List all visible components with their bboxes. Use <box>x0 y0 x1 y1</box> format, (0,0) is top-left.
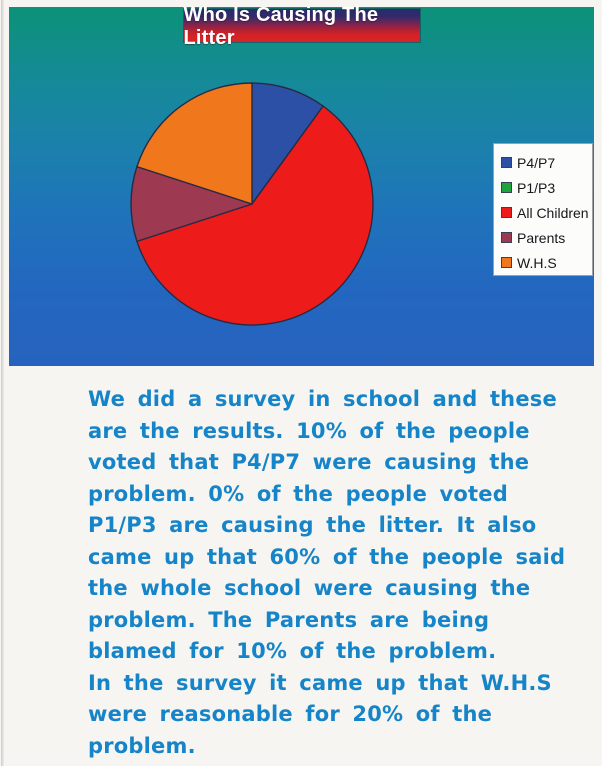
legend-swatch-whs-icon <box>501 257 512 268</box>
survey-paragraph <box>88 384 566 762</box>
body-text-line: P1/P3 are causing the litter. It also <box>88 513 537 537</box>
body-text-line: came up that 60% of the people said <box>88 544 566 569</box>
body-text-line: We did a survey in school and these <box>88 387 557 411</box>
legend-label-p1p3: P1/P3 <box>517 179 556 196</box>
body-text-line: problem. 0% of the people voted <box>88 481 508 506</box>
legend-row-parents <box>501 225 592 250</box>
legend-swatch-p4p7-icon <box>501 157 512 168</box>
chart-panel <box>9 4 594 366</box>
chart-legend <box>493 143 593 276</box>
legend-row-whs <box>501 250 592 275</box>
legend-label-whs: W.H.S <box>517 254 557 271</box>
body-text-line: blamed for 10% of the problem. <box>88 639 497 663</box>
legend-label-all-children: All Children <box>517 204 589 221</box>
chart-title-banner <box>183 4 420 49</box>
chart-title: Who Is Causing The Litter <box>183 4 379 49</box>
scan-edge-shadow <box>1 0 4 766</box>
legend-label-p4p7: P4/P7 <box>517 154 556 171</box>
body-text-line: the whole school were causing the <box>88 576 531 600</box>
body-text-line: are the results. 10% of the people <box>88 418 530 443</box>
body-text-line: were reasonable for 20% of the <box>88 702 493 726</box>
legend-swatch-parents-icon <box>501 232 512 243</box>
body-text-line: problem. <box>88 733 196 758</box>
body-text-line: voted that P4/P7 were causing the <box>88 450 530 474</box>
body-text-line: In the survey it came up that W.H.S <box>88 670 552 695</box>
body-text-line: problem. The Parents are being <box>88 607 490 632</box>
legend-label-parents: Parents <box>517 229 566 246</box>
legend-row-p4p7 <box>501 150 592 175</box>
legend-swatch-p1p3-icon <box>501 182 512 193</box>
legend-row-all-children <box>501 200 592 225</box>
pie-chart <box>129 81 375 327</box>
legend-row-p1p3 <box>501 175 592 200</box>
legend-swatch-all-children-icon <box>501 207 512 218</box>
